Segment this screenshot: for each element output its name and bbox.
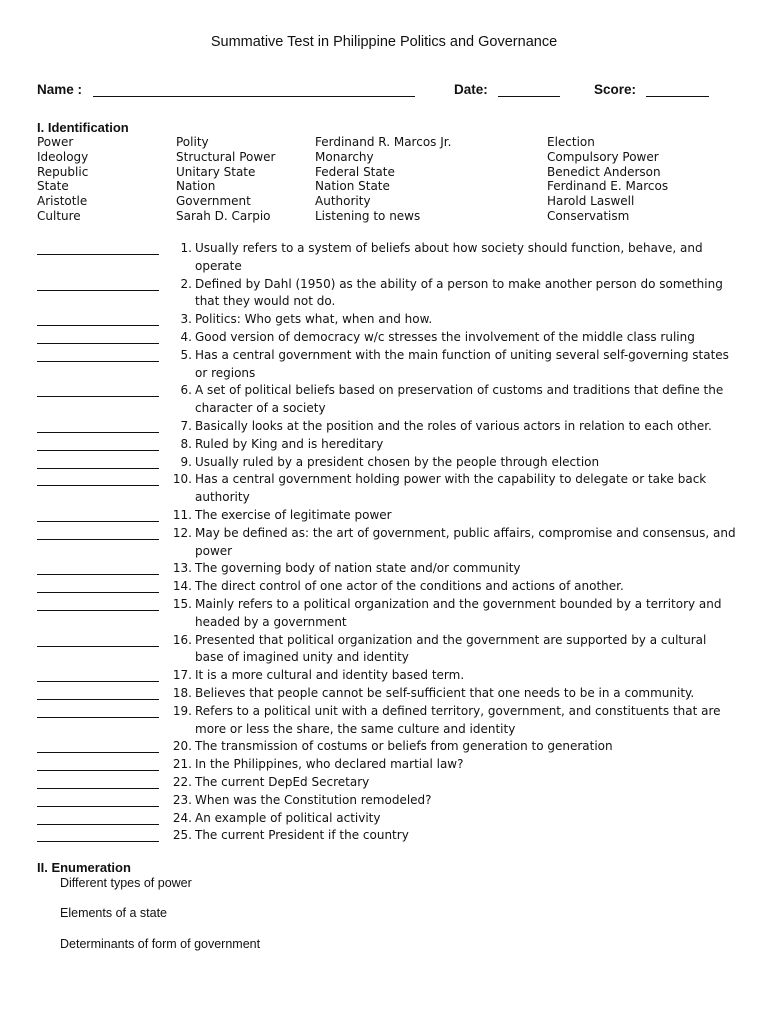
section-identification-heading: I. Identification bbox=[37, 120, 129, 135]
word-bank-term: Sarah D. Carpio bbox=[176, 208, 271, 223]
question-item bbox=[37, 471, 737, 507]
question-item bbox=[37, 276, 737, 312]
word-bank-term: Polity bbox=[176, 135, 209, 149]
question-item bbox=[37, 329, 737, 347]
question-item bbox=[37, 756, 737, 774]
word-bank-term: Power bbox=[37, 135, 74, 149]
question-number: 10. bbox=[172, 472, 192, 487]
question-number: 16. bbox=[172, 632, 192, 647]
question-item bbox=[37, 240, 737, 276]
question-number: 20. bbox=[172, 739, 192, 754]
answer-blank[interactable] bbox=[37, 276, 159, 291]
name-label: Name : bbox=[37, 82, 83, 97]
question-text: It is a more cultural and identity based term. bbox=[195, 668, 465, 683]
answer-blank[interactable] bbox=[37, 507, 159, 522]
question-item bbox=[37, 827, 737, 845]
question-item bbox=[37, 632, 737, 668]
word-bank-column-2 bbox=[176, 135, 276, 224]
question-number: 15. bbox=[172, 596, 192, 611]
answer-blank[interactable] bbox=[37, 418, 159, 433]
question-number: 23. bbox=[172, 792, 192, 807]
section-enumeration-heading: II. Enumeration bbox=[37, 860, 131, 875]
question-number: 12. bbox=[172, 525, 192, 540]
question-text: Has a central government with the main function of uniting several self-governing states or regions bbox=[195, 347, 729, 380]
answer-blank[interactable] bbox=[37, 311, 159, 326]
answer-blank[interactable] bbox=[37, 454, 159, 469]
word-bank-term: Monarchy bbox=[315, 149, 374, 164]
word-bank-column-1 bbox=[37, 135, 88, 224]
answer-blank[interactable] bbox=[37, 382, 159, 397]
word-bank bbox=[37, 135, 737, 227]
date-field bbox=[454, 82, 560, 97]
word-bank-term: Aristotle bbox=[37, 194, 88, 209]
answer-blank[interactable] bbox=[37, 471, 159, 486]
identification-items bbox=[37, 240, 737, 845]
question-item bbox=[37, 454, 737, 472]
word-bank-term: Structural Power bbox=[176, 149, 276, 164]
question-text: When was the Constitution remodeled? bbox=[195, 792, 432, 807]
question-text: The current President if the country bbox=[195, 828, 409, 843]
question-text: A set of political beliefs based on preservation of customs and traditions that define the character of a society bbox=[195, 383, 724, 416]
name-blank[interactable] bbox=[93, 82, 415, 97]
word-bank-term: Culture bbox=[37, 208, 81, 223]
answer-blank[interactable] bbox=[37, 685, 159, 700]
question-number: 9. bbox=[180, 454, 192, 469]
question-item bbox=[37, 685, 737, 703]
name-field bbox=[37, 82, 415, 97]
question-text: Usually refers to a system of beliefs about how society should function, behave, and operate bbox=[195, 241, 703, 273]
answer-blank[interactable] bbox=[37, 756, 159, 771]
question-text: The governing body of nation state and/or community bbox=[195, 561, 521, 576]
question-item bbox=[37, 560, 737, 578]
question-text: Good version of democracy w/c stresses the involvement of the middle class ruling bbox=[195, 329, 695, 344]
question-text: Defined by Dahl (1950) as the ability of a person to make another person do something that they would not do. bbox=[195, 276, 723, 309]
question-number: 4. bbox=[180, 329, 192, 344]
page-title: Summative Test in Philippine Politics and Governance bbox=[210, 34, 558, 50]
question-text: The transmission of costums or beliefs from generation to generation bbox=[195, 739, 613, 754]
question-item bbox=[37, 703, 737, 739]
word-bank-term: Nation State bbox=[315, 179, 390, 194]
answer-blank[interactable] bbox=[37, 774, 159, 789]
answer-blank[interactable] bbox=[37, 560, 159, 575]
word-bank-term: Government bbox=[176, 194, 251, 209]
question-number: 17. bbox=[172, 668, 192, 683]
header-fields bbox=[37, 82, 737, 100]
question-item bbox=[37, 578, 737, 596]
word-bank-term: Republic bbox=[37, 164, 89, 179]
question-text: Refers to a political unit with a defined territory, government, and constituents that are more or less the share, the same culture and identity bbox=[195, 703, 721, 736]
answer-blank[interactable] bbox=[37, 827, 159, 842]
question-text: Basically looks at the position and the roles of various actors in relation to each other. bbox=[195, 418, 712, 433]
question-number: 11. bbox=[172, 507, 192, 522]
question-item bbox=[37, 436, 737, 454]
question-item bbox=[37, 738, 737, 756]
question-number: 8. bbox=[180, 436, 192, 451]
word-bank-term: Harold Laswell bbox=[547, 194, 635, 209]
answer-blank[interactable] bbox=[37, 667, 159, 682]
question-number: 14. bbox=[172, 579, 192, 594]
question-number: 1. bbox=[180, 241, 192, 255]
answer-blank[interactable] bbox=[37, 632, 159, 647]
answer-blank[interactable] bbox=[37, 810, 159, 825]
question-number: 6. bbox=[180, 383, 192, 398]
answer-blank[interactable] bbox=[37, 329, 159, 344]
question-item bbox=[37, 347, 737, 383]
question-item bbox=[37, 418, 737, 436]
word-bank-term: State bbox=[37, 179, 69, 194]
question-text: Politics: Who gets what, when and how. bbox=[195, 312, 433, 327]
question-item bbox=[37, 311, 737, 329]
score-field bbox=[594, 82, 709, 97]
question-number: 2. bbox=[180, 276, 192, 291]
question-text: May be defined as: the art of government, public affairs, compromise and consensus, and power bbox=[195, 525, 736, 558]
question-item bbox=[37, 525, 737, 561]
word-bank-term: Ferdinand R. Marcos Jr. bbox=[315, 135, 452, 149]
answer-blank[interactable] bbox=[37, 525, 159, 540]
word-bank-term: Unitary State bbox=[176, 164, 256, 179]
question-number: 25. bbox=[172, 828, 192, 843]
word-bank-term: Authority bbox=[315, 194, 371, 209]
question-text: The exercise of legitimate power bbox=[195, 507, 392, 522]
word-bank-term: Nation bbox=[176, 179, 216, 194]
enumeration-item: Different types of power bbox=[60, 876, 192, 890]
question-number: 13. bbox=[172, 561, 192, 576]
question-item bbox=[37, 810, 737, 828]
question-number: 18. bbox=[172, 685, 192, 700]
answer-blank[interactable] bbox=[37, 738, 159, 753]
question-item bbox=[37, 667, 737, 685]
question-text: The direct control of one actor of the conditions and actions of another. bbox=[195, 579, 624, 594]
question-number: 21. bbox=[172, 757, 192, 772]
question-number: 3. bbox=[180, 312, 192, 327]
answer-blank[interactable] bbox=[37, 347, 159, 362]
word-bank-term: Federal State bbox=[315, 164, 395, 179]
date-label: Date: bbox=[454, 82, 488, 97]
date-blank[interactable] bbox=[498, 82, 560, 97]
answer-blank[interactable] bbox=[37, 240, 159, 255]
question-number: 7. bbox=[180, 418, 192, 433]
enumeration-item: Determinants of form of government bbox=[60, 937, 261, 951]
answer-blank[interactable] bbox=[37, 703, 159, 718]
question-text: An example of political activity bbox=[195, 810, 381, 825]
question-text: Ruled by King and is hereditary bbox=[195, 436, 384, 451]
enumeration-item: Elements of a state bbox=[60, 906, 168, 920]
word-bank-term: Ideology bbox=[37, 149, 89, 164]
question-item bbox=[37, 596, 737, 632]
question-number: 19. bbox=[172, 703, 192, 718]
word-bank-column-4 bbox=[547, 135, 668, 224]
question-text: Usually ruled by a president chosen by the people through election bbox=[195, 454, 600, 469]
question-number: 5. bbox=[180, 347, 192, 362]
question-number: 24. bbox=[172, 810, 192, 825]
score-label: Score: bbox=[594, 82, 637, 97]
answer-blank[interactable] bbox=[37, 596, 159, 611]
question-number: 22. bbox=[172, 774, 192, 789]
score-blank[interactable] bbox=[646, 82, 709, 97]
question-text: Has a central government holding power with the capability to delegate or take back authority bbox=[195, 472, 707, 505]
word-bank-term: Benedict Anderson bbox=[547, 164, 661, 179]
question-text: In the Philippines, who declared martial law? bbox=[195, 757, 464, 772]
answer-blank[interactable] bbox=[37, 436, 159, 451]
question-text: Believes that people cannot be self-sufficient that one needs to be in a community. bbox=[195, 685, 695, 700]
question-item bbox=[37, 382, 737, 418]
answer-blank[interactable] bbox=[37, 578, 159, 593]
question-item bbox=[37, 507, 737, 525]
word-bank-term: Compulsory Power bbox=[547, 149, 659, 164]
question-text: Presented that political organization and the government are supported by a cultural base of imagined unity and identity bbox=[195, 632, 707, 665]
word-bank-term: Election bbox=[547, 135, 595, 149]
word-bank-term: Ferdinand E. Marcos bbox=[547, 179, 669, 194]
word-bank-term: Conservatism bbox=[547, 208, 630, 223]
question-text: The current DepEd Secretary bbox=[195, 774, 370, 789]
answer-blank[interactable] bbox=[37, 792, 159, 807]
word-bank-term: Listening to news bbox=[315, 208, 421, 223]
question-item bbox=[37, 792, 737, 810]
question-text: Mainly refers to a political organization and the government bounded by a territory and headed by a government bbox=[195, 596, 722, 629]
question-item bbox=[37, 774, 737, 792]
word-bank-column-3 bbox=[315, 135, 451, 224]
